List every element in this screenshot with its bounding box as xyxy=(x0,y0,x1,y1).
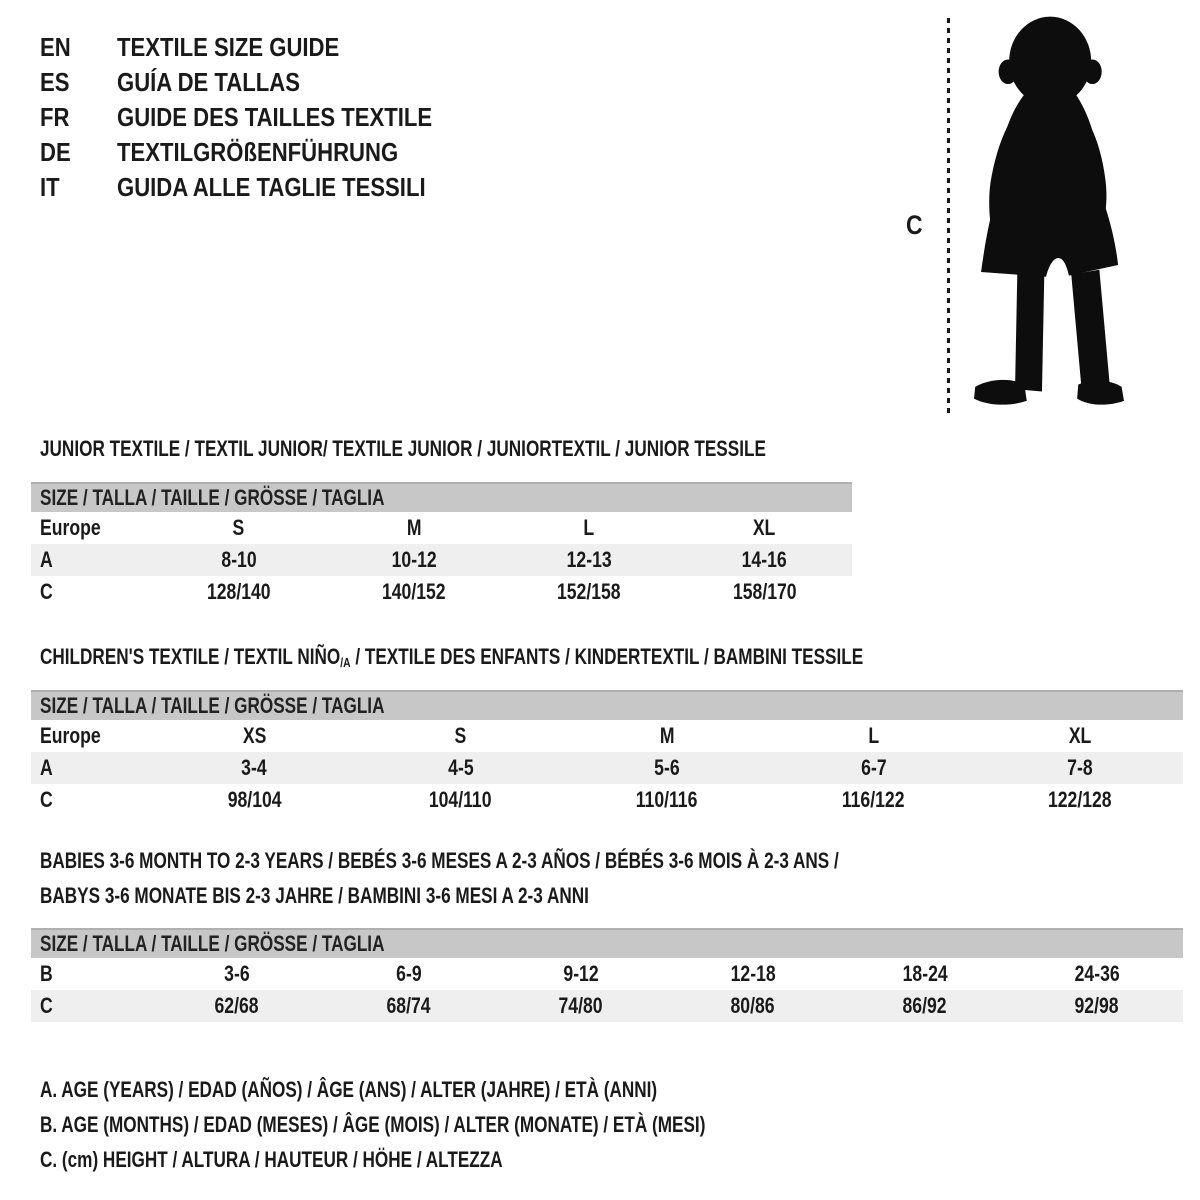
children-row-europe xyxy=(31,720,1183,752)
children-row-age xyxy=(31,752,1183,784)
babies-title-line-1: BABIES 3-6 MONTH TO 2-3 YEARS / BEBÉS 3-6 MESES A 2-3 AÑOS / BÉBÉS 3-6 MOIS À 2-3 ANS / xyxy=(40,847,839,873)
language-title: GUÍA DE TALLAS xyxy=(117,67,300,97)
junior-row-age xyxy=(31,544,852,576)
language-title: GUIDE DES TAILLES TEXTILE xyxy=(117,102,433,132)
children-row-height xyxy=(31,784,1183,816)
babies-row-months xyxy=(31,958,1183,990)
language-code: FR xyxy=(40,102,70,132)
language-code: DE xyxy=(40,137,71,167)
junior-size-header-bar: SIZE / TALLA / TAILLE / GRÖSSE / TAGLIA xyxy=(31,482,852,512)
note-line-a: A. AGE (YEARS) / EDAD (AÑOS) / ÂGE (ANS) / ALTER (JAHRE) / ETÀ (ANNI) xyxy=(40,1076,658,1102)
age-cell: 7-8 xyxy=(1067,755,1093,780)
height-cell: 104/110 xyxy=(429,787,492,812)
toddler-silhouette-shape xyxy=(974,17,1124,405)
height-measure-line xyxy=(947,18,950,415)
height-cell: 128/140 xyxy=(206,579,271,604)
row-label: A xyxy=(40,547,53,572)
language-title: GUIDA ALLE TAGLIE TESSILI xyxy=(117,172,426,202)
toddler-silhouette-image xyxy=(953,12,1145,422)
height-measure-label: C xyxy=(906,210,923,240)
months-cell: 24-36 xyxy=(1074,961,1120,986)
junior-section-title: JUNIOR TEXTILE / TEXTIL JUNIOR/ TEXTILE JUNIOR / JUNIORTEXTIL / JUNIOR TESSILE xyxy=(40,436,766,461)
height-cell: 92/98 xyxy=(1074,993,1120,1018)
note-line-c: C. (cm) HEIGHT / ALTURA / HAUTEUR / HÖHE / ALTEZZA xyxy=(40,1146,503,1172)
age-cell: 4-5 xyxy=(447,755,474,780)
junior-size-table xyxy=(31,482,852,608)
height-cell: 62/68 xyxy=(214,993,260,1018)
months-cell: 6-9 xyxy=(396,961,422,986)
age-cell: 14-16 xyxy=(741,547,787,572)
language-title-list xyxy=(40,30,488,205)
language-row-de xyxy=(40,135,488,170)
age-cell: 10-12 xyxy=(391,547,437,572)
children-size-table xyxy=(31,690,1183,816)
babies-section-title xyxy=(40,843,1064,913)
height-cell: 158/170 xyxy=(732,579,797,604)
language-code: IT xyxy=(40,172,60,202)
age-cell: 12-13 xyxy=(566,547,612,572)
months-cell: 9-12 xyxy=(563,961,599,986)
row-label: Europe xyxy=(40,515,101,540)
size-cell: M xyxy=(659,723,675,748)
height-cell: 86/92 xyxy=(902,993,948,1018)
age-cell: 5-6 xyxy=(654,755,680,780)
language-code: EN xyxy=(40,32,71,62)
size-cell: L xyxy=(868,723,879,748)
language-row-it xyxy=(40,170,488,205)
size-cell: S xyxy=(232,515,245,540)
height-cell: 74/80 xyxy=(558,993,604,1018)
row-label: C xyxy=(40,579,53,604)
row-label: A xyxy=(40,755,53,780)
age-cell: 3-4 xyxy=(241,755,267,780)
size-cell: XL xyxy=(1068,723,1092,748)
note-line-b: B. AGE (MONTHS) / EDAD (MESES) / ÂGE (MOIS) / ALTER (MONATE) / ETÀ (MESI) xyxy=(40,1111,706,1137)
babies-size-header-bar: SIZE / TALLA / TAILLE / GRÖSSE / TAGLIA xyxy=(31,928,1183,958)
height-cell: 68/74 xyxy=(386,993,432,1018)
children-size-header-bar: SIZE / TALLA / TAILLE / GRÖSSE / TAGLIA xyxy=(31,690,1183,720)
row-label: C xyxy=(40,787,53,812)
age-cell: 8-10 xyxy=(220,547,257,572)
height-cell: 110/116 xyxy=(636,787,698,812)
age-cell: 6-7 xyxy=(860,755,887,780)
size-cell: M xyxy=(406,515,422,540)
language-code: ES xyxy=(40,67,70,97)
row-label: B xyxy=(40,961,53,986)
height-cell: 80/86 xyxy=(730,993,776,1018)
junior-row-height xyxy=(31,576,852,608)
size-cell: XS xyxy=(242,723,266,748)
junior-row-europe xyxy=(31,512,852,544)
nino-a-subscript: /A xyxy=(340,654,351,670)
height-cell: 98/104 xyxy=(227,787,282,812)
size-cell: L xyxy=(583,515,595,540)
months-cell: 12-18 xyxy=(730,961,776,986)
babies-row-height xyxy=(31,990,1183,1022)
size-cell: XL xyxy=(753,515,776,540)
language-title: TEXTILGRÖßENFÜHRUNG xyxy=(117,137,399,167)
language-row-en xyxy=(40,30,488,65)
height-cell: 116/122 xyxy=(842,787,905,812)
legend-notes xyxy=(40,1072,893,1177)
language-row-es xyxy=(40,65,488,100)
months-cell: 18-24 xyxy=(902,961,948,986)
babies-title-line-2: BABYS 3-6 MONATE BIS 2-3 JAHRE / BAMBINI 3-6 MESI A 2-3 ANNI xyxy=(40,882,589,908)
size-cell: S xyxy=(454,723,467,748)
months-cell: 3-6 xyxy=(224,961,250,986)
language-row-fr xyxy=(40,100,488,135)
language-title: TEXTILE SIZE GUIDE xyxy=(117,32,340,62)
height-cell: 122/128 xyxy=(1048,787,1112,812)
height-cell: 152/158 xyxy=(557,579,621,604)
height-cell: 140/152 xyxy=(382,579,446,604)
row-label: C xyxy=(40,993,53,1018)
children-section-title: CHILDREN'S TEXTILE / TEXTIL NIÑO/A / TEXTILE DES ENFANTS / KINDERTEXTIL / BAMBINI TESSILE xyxy=(40,644,864,670)
babies-size-table xyxy=(31,928,1183,1022)
row-label: Europe xyxy=(40,723,101,748)
